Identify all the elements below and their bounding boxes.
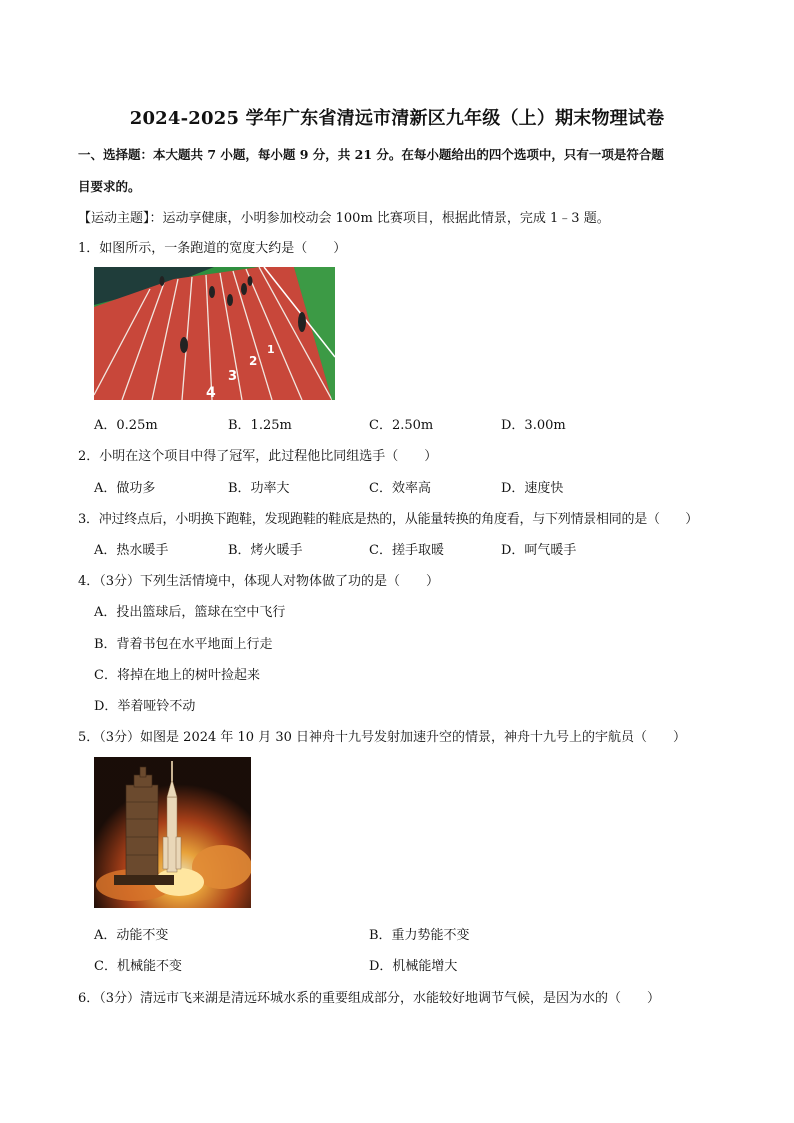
q2-option-b: B．功率大 — [228, 481, 290, 496]
q2-option-a: A．做功多 — [94, 481, 156, 496]
q5-option-c: C．机械能不变 — [94, 959, 182, 974]
section-heading-line1: 一、选择题：本大题共 7 小题，每小题 9 分，共 21 分。在每小题给出的四个选项中，只有一项是符合题 — [78, 147, 664, 162]
question-3-stem: 3．冲过终点后，小明换下跑鞋，发现跑鞋的鞋底是热的，从能量转换的角度看，与下列情景相同的是（ ） — [78, 512, 699, 527]
theme-intro: 【运动主题】：运动享健康，小明参加校动会 100m 比赛项目，根据此情景，完成 1﹣3 题。 — [78, 211, 610, 226]
q1-option-b: B．1.25m — [228, 418, 292, 433]
question-6-stem: 6．（3分）清远市飞来湖是清远环城水系的重要组成部分，水能较好地调节气候，是因为水的（ ） — [78, 991, 661, 1006]
q1-option-a: A．0.25m — [94, 418, 158, 433]
q5-option-b: B．重力势能不变 — [369, 928, 470, 943]
rocket-launch-image — [94, 757, 251, 908]
page-title: 2024-2025 学年广东省清远市清新区九年级（上）期末物理试卷 — [129, 108, 665, 129]
q3-option-d: D．呵气暖手 — [501, 543, 577, 558]
running-track-image — [94, 267, 335, 400]
lane-number-2: 2 — [249, 354, 258, 368]
q2-option-c: C．效率高 — [369, 481, 431, 496]
question-4-stem: 4．（3分）下列生活情境中，体现人对物体做了功的是（ ） — [78, 574, 440, 589]
q4-option-b: B．背着书包在水平地面上行走 — [94, 637, 273, 652]
q3-option-c: C．搓手取暖 — [369, 543, 444, 558]
lane-number-1: 1 — [267, 343, 275, 356]
section-heading-line2: 目要求的。 — [78, 179, 141, 194]
q4-option-a: A．投出篮球后，篮球在空中飞行 — [94, 605, 286, 620]
question-1-stem: 1．如图所示，一条跑道的宽度大约是（ ） — [78, 241, 347, 256]
lane-number-4: 4 — [206, 385, 216, 400]
q5-option-a: A．动能不变 — [94, 928, 169, 943]
question-5-stem: 5．（3分）如图是 2024 年 10 月 30 日神舟十九号发射加速升空的情景，神舟十九号上的宇航员（ ） — [78, 730, 687, 745]
q4-option-d: D．举着哑铃不动 — [94, 699, 196, 714]
q3-option-a: A．热水暖手 — [94, 543, 169, 558]
lane-number-3: 3 — [228, 369, 238, 384]
question-2-stem: 2．小明在这个项目中得了冠军，此过程他比同组选手（ ） — [78, 449, 438, 464]
q4-option-c: C．将掉在地上的树叶捡起来 — [94, 668, 260, 683]
q1-option-d: D．3.00m — [501, 418, 566, 433]
q1-option-c: C．2.50m — [369, 418, 434, 433]
q5-option-d: D．机械能增大 — [369, 959, 458, 974]
q3-option-b: B．烤火暖手 — [228, 543, 303, 558]
q2-option-d: D．速度快 — [501, 481, 564, 496]
